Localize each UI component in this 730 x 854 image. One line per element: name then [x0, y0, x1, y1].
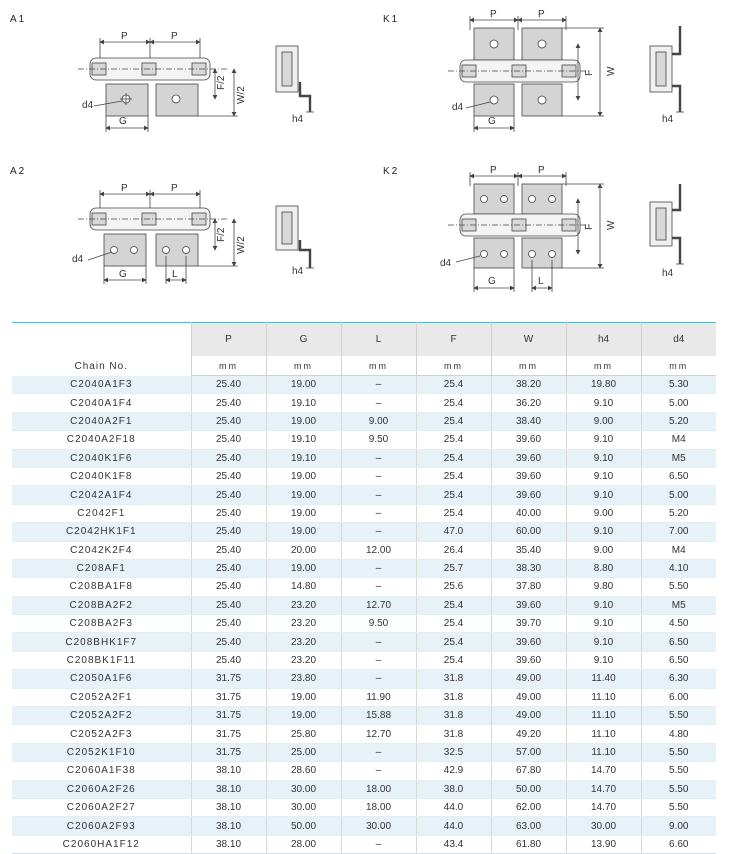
cell-w: 61.80 [491, 835, 566, 853]
cell-g: 23.20 [266, 651, 341, 669]
cell-g: 30.00 [266, 798, 341, 816]
cell-w: 39.60 [491, 449, 566, 467]
cell-l: 15.88 [341, 707, 416, 725]
unit-f: mm [416, 356, 491, 376]
cell-f: 25.4 [416, 486, 491, 504]
cell-d4: 5.50 [641, 798, 716, 816]
cell-l: – [341, 578, 416, 596]
cell-d4: 5.20 [641, 412, 716, 430]
cell-f: 44.0 [416, 798, 491, 816]
cell-g: 20.00 [266, 541, 341, 559]
chain-no-cell: C2040A1F4 [12, 394, 191, 412]
cell-g: 28.60 [266, 762, 341, 780]
cell-d4: 5.00 [641, 486, 716, 504]
cell-g: 19.00 [266, 376, 341, 394]
cell-l: – [341, 743, 416, 761]
cell-d4: 5.30 [641, 376, 716, 394]
dim-label-d4-a2: d4 [72, 254, 84, 265]
cell-d4: M4 [641, 541, 716, 559]
cell-f: 25.4 [416, 504, 491, 522]
unit-d4: mm [641, 356, 716, 376]
dim-label-p-a1-left: P [121, 31, 128, 42]
table-row [12, 486, 716, 504]
cell-f: 31.8 [416, 670, 491, 688]
cell-f: 32.5 [416, 743, 491, 761]
cell-w: 39.60 [491, 596, 566, 614]
cell-g: 19.00 [266, 523, 341, 541]
unit-p: mm [191, 356, 266, 376]
dim-label-w2-a2: W/2 [236, 236, 247, 254]
cell-l: – [341, 486, 416, 504]
table-row [12, 431, 716, 449]
cell-d4: 6.50 [641, 467, 716, 485]
chain-no-cell: C2060HA1F12 [12, 835, 191, 853]
cell-h4: 9.10 [566, 596, 641, 614]
dim-label-h4-a1: h4 [292, 114, 304, 125]
cell-f: 31.8 [416, 688, 491, 706]
cell-p: 25.40 [191, 578, 266, 596]
table-row [12, 835, 716, 853]
cell-d4: M4 [641, 431, 716, 449]
cell-h4: 11.10 [566, 743, 641, 761]
table-row [12, 780, 716, 798]
spec-table-body [12, 376, 716, 854]
cell-p: 25.40 [191, 504, 266, 522]
cell-p: 38.10 [191, 762, 266, 780]
cell-g: 28.00 [266, 835, 341, 853]
chain-no-cell: C2060A2F93 [12, 817, 191, 835]
cell-d4: 5.50 [641, 780, 716, 798]
dim-label-w2-a1: W/2 [236, 86, 247, 104]
cell-l: 9.50 [341, 431, 416, 449]
cell-l: – [341, 762, 416, 780]
cell-w: 38.30 [491, 559, 566, 577]
chain-no-cell: C2052A2F2 [12, 707, 191, 725]
cell-g: 19.00 [266, 707, 341, 725]
cell-g: 19.10 [266, 431, 341, 449]
table-row [12, 743, 716, 761]
chain-no-cell: C2060A2F27 [12, 798, 191, 816]
cell-w: 50.00 [491, 780, 566, 798]
chain-no-cell: C2040A2F1 [12, 412, 191, 430]
cell-d4: 5.00 [641, 394, 716, 412]
col-header-w: W [491, 323, 566, 357]
cell-l: 18.00 [341, 798, 416, 816]
dim-label-f2-a2: F/2 [216, 227, 227, 242]
cell-d4: 6.50 [641, 651, 716, 669]
cell-l: 12.00 [341, 541, 416, 559]
dim-label-h4-a2: h4 [292, 266, 304, 277]
table-row [12, 817, 716, 835]
cell-f: 25.7 [416, 559, 491, 577]
cell-h4: 11.10 [566, 725, 641, 743]
cell-f: 31.8 [416, 725, 491, 743]
cell-l: – [341, 651, 416, 669]
cell-h4: 9.10 [566, 449, 641, 467]
unit-w: mm [491, 356, 566, 376]
cell-f: 25.6 [416, 578, 491, 596]
chain-no-cell: C2042F1 [12, 504, 191, 522]
chain-no-cell: C208BA2F3 [12, 615, 191, 633]
header-row [12, 323, 716, 357]
chain-no-cell: C2040K1F6 [12, 449, 191, 467]
cell-h4: 8.80 [566, 559, 641, 577]
col-header-f: F [416, 323, 491, 357]
chain-no-cell: C2052A2F1 [12, 688, 191, 706]
cell-p: 25.40 [191, 449, 266, 467]
col-header-h4: h4 [566, 323, 641, 357]
dim-label-g-a1: G [119, 116, 127, 127]
dim-label-p-k2-left: P [490, 165, 497, 176]
dim-label-g-k1: G [488, 116, 496, 127]
cell-d4: 9.00 [641, 817, 716, 835]
cell-p: 38.10 [191, 835, 266, 853]
chain-no-cell: C2052A2F3 [12, 725, 191, 743]
cell-w: 49.00 [491, 688, 566, 706]
cell-g: 19.00 [266, 412, 341, 430]
cell-d4: 5.50 [641, 743, 716, 761]
col-header-l: L [341, 323, 416, 357]
cell-p: 25.40 [191, 633, 266, 651]
cell-f: 43.4 [416, 835, 491, 853]
table-row [12, 651, 716, 669]
chain-no-cell: C2050A1F6 [12, 670, 191, 688]
spec-table [12, 322, 716, 854]
unit-l: mm [341, 356, 416, 376]
cell-d4: M5 [641, 596, 716, 614]
cell-h4: 9.00 [566, 541, 641, 559]
cell-f: 25.4 [416, 633, 491, 651]
drawing-a2 [78, 190, 314, 284]
cell-l: – [341, 504, 416, 522]
dim-label-d4-a1: d4 [82, 100, 94, 111]
cell-d4: 7.00 [641, 523, 716, 541]
cell-d4: M5 [641, 449, 716, 467]
cell-f: 25.4 [416, 431, 491, 449]
cell-h4: 9.80 [566, 578, 641, 596]
chain-no-cell: C2060A2F26 [12, 780, 191, 798]
cell-p: 25.40 [191, 559, 266, 577]
cell-w: 39.60 [491, 651, 566, 669]
cell-p: 25.40 [191, 486, 266, 504]
chain-no-cell: C208BHK1F7 [12, 633, 191, 651]
cell-f: 26.4 [416, 541, 491, 559]
cell-h4: 9.10 [566, 651, 641, 669]
drawing-a1 [78, 38, 314, 132]
table-row [12, 707, 716, 725]
cell-f: 38.0 [416, 780, 491, 798]
dim-label-l-a2: L [172, 269, 178, 280]
cell-h4: 14.70 [566, 780, 641, 798]
cell-g: 23.80 [266, 670, 341, 688]
cell-h4: 14.70 [566, 798, 641, 816]
cell-p: 38.10 [191, 798, 266, 816]
drawing-k1 [448, 16, 684, 132]
cell-h4: 9.10 [566, 394, 641, 412]
table-row [12, 523, 716, 541]
cell-d4: 4.10 [641, 559, 716, 577]
cell-l: – [341, 394, 416, 412]
chain-no-cell: C208BA2F2 [12, 596, 191, 614]
chain-attachment-drawings [0, 0, 730, 300]
cell-g: 30.00 [266, 780, 341, 798]
cell-d4: 6.50 [641, 633, 716, 651]
cell-w: 35.40 [491, 541, 566, 559]
cell-w: 39.60 [491, 431, 566, 449]
cell-f: 25.4 [416, 596, 491, 614]
chain-no-cell: C2042A1F4 [12, 486, 191, 504]
cell-h4: 11.10 [566, 688, 641, 706]
cell-p: 38.10 [191, 780, 266, 798]
chain-no-cell: C2040K1F8 [12, 467, 191, 485]
cell-l: 12.70 [341, 725, 416, 743]
table-row [12, 449, 716, 467]
cell-p: 25.40 [191, 467, 266, 485]
cell-l: 11.90 [341, 688, 416, 706]
cell-w: 62.00 [491, 798, 566, 816]
cell-g: 25.80 [266, 725, 341, 743]
table-row [12, 596, 716, 614]
cell-f: 25.4 [416, 412, 491, 430]
cell-l: 9.00 [341, 412, 416, 430]
cell-g: 19.00 [266, 688, 341, 706]
cell-w: 67.80 [491, 762, 566, 780]
cell-p: 25.40 [191, 523, 266, 541]
section-label-k2: K2 [383, 166, 400, 177]
cell-d4: 4.50 [641, 615, 716, 633]
chain-no-header: Chain No. [12, 323, 191, 376]
cell-p: 25.40 [191, 376, 266, 394]
cell-h4: 9.10 [566, 523, 641, 541]
chain-no-cell: C2040A2F18 [12, 431, 191, 449]
cell-p: 31.75 [191, 688, 266, 706]
cell-h4: 13.90 [566, 835, 641, 853]
table-row [12, 504, 716, 522]
cell-g: 23.20 [266, 596, 341, 614]
cell-w: 49.20 [491, 725, 566, 743]
dim-label-p-k2-right: P [538, 165, 545, 176]
cell-w: 63.00 [491, 817, 566, 835]
dim-label-f2-a1: F/2 [216, 75, 227, 90]
cell-l: – [341, 467, 416, 485]
cell-d4: 4.80 [641, 725, 716, 743]
cell-p: 31.75 [191, 743, 266, 761]
cell-f: 44.0 [416, 817, 491, 835]
section-label-a2: A2 [10, 166, 27, 177]
cell-w: 40.00 [491, 504, 566, 522]
cell-g: 19.10 [266, 394, 341, 412]
table-row [12, 467, 716, 485]
col-header-p: P [191, 323, 266, 357]
cell-g: 14.80 [266, 578, 341, 596]
cell-d4: 5.50 [641, 707, 716, 725]
cell-h4: 9.10 [566, 431, 641, 449]
dim-label-p-k1-right: P [538, 9, 545, 20]
chain-no-cell: C2040A1F3 [12, 376, 191, 394]
dim-label-h4-k2: h4 [662, 268, 674, 279]
cell-g: 19.00 [266, 486, 341, 504]
cell-l: 9.50 [341, 615, 416, 633]
table-row [12, 615, 716, 633]
table-row [12, 762, 716, 780]
cell-w: 49.00 [491, 670, 566, 688]
cell-w: 39.60 [491, 486, 566, 504]
cell-h4: 30.00 [566, 817, 641, 835]
cell-f: 25.4 [416, 449, 491, 467]
cell-h4: 9.00 [566, 504, 641, 522]
table-row [12, 376, 716, 394]
dim-label-p-a2-right: P [171, 183, 178, 194]
cell-w: 39.60 [491, 467, 566, 485]
cell-h4: 14.70 [566, 762, 641, 780]
chain-no-cell: C2060A1F38 [12, 762, 191, 780]
cell-p: 38.10 [191, 817, 266, 835]
cell-d4: 5.20 [641, 504, 716, 522]
cell-h4: 9.10 [566, 486, 641, 504]
table-row [12, 633, 716, 651]
cell-p: 25.40 [191, 541, 266, 559]
cell-f: 25.4 [416, 394, 491, 412]
cell-f: 31.8 [416, 707, 491, 725]
cell-f: 25.4 [416, 376, 491, 394]
cell-g: 23.20 [266, 633, 341, 651]
chain-no-cell: C2042K2F4 [12, 541, 191, 559]
dim-label-f-k1: F [584, 69, 595, 76]
cell-d4: 6.60 [641, 835, 716, 853]
table-row [12, 798, 716, 816]
table-row [12, 670, 716, 688]
cell-w: 38.20 [491, 376, 566, 394]
chain-no-cell: C208BA1F8 [12, 578, 191, 596]
dim-label-w-k1: W [606, 66, 617, 76]
dim-label-d4-k2: d4 [440, 258, 452, 269]
cell-w: 39.70 [491, 615, 566, 633]
cell-w: 57.00 [491, 743, 566, 761]
diagram-area [0, 0, 730, 300]
cell-l: – [341, 376, 416, 394]
table-row [12, 394, 716, 412]
cell-d4: 5.50 [641, 762, 716, 780]
dim-label-w-k2: W [606, 220, 617, 230]
cell-l: – [341, 449, 416, 467]
cell-f: 25.4 [416, 651, 491, 669]
dim-label-g-a2: G [119, 269, 127, 280]
cell-l: – [341, 670, 416, 688]
col-header-g: G [266, 323, 341, 357]
unit-g: mm [266, 356, 341, 376]
cell-l: 30.00 [341, 817, 416, 835]
cell-w: 39.60 [491, 633, 566, 651]
table-row [12, 578, 716, 596]
cell-h4: 11.40 [566, 670, 641, 688]
chain-no-cell: C2042HK1F1 [12, 523, 191, 541]
drawing-k2 [448, 172, 684, 292]
cell-g: 25.00 [266, 743, 341, 761]
cell-l: – [341, 835, 416, 853]
table-row [12, 725, 716, 743]
cell-p: 25.40 [191, 412, 266, 430]
cell-l: – [341, 633, 416, 651]
cell-p: 25.40 [191, 651, 266, 669]
chain-no-cell: C2052K1F10 [12, 743, 191, 761]
cell-w: 37.80 [491, 578, 566, 596]
cell-p: 25.40 [191, 596, 266, 614]
cell-h4: 19.80 [566, 376, 641, 394]
cell-d4: 6.30 [641, 670, 716, 688]
cell-g: 19.10 [266, 449, 341, 467]
unit-h4: mm [566, 356, 641, 376]
cell-h4: 9.10 [566, 633, 641, 651]
spec-table-container [12, 322, 716, 854]
cell-f: 42.9 [416, 762, 491, 780]
table-row [12, 541, 716, 559]
dim-label-p-a1-right: P [171, 31, 178, 42]
dim-label-d4-k1: d4 [452, 102, 464, 113]
cell-f: 25.4 [416, 615, 491, 633]
section-label-a1: A1 [10, 14, 27, 25]
cell-p: 31.75 [191, 670, 266, 688]
dim-label-p-a2-left: P [121, 183, 128, 194]
cell-l: – [341, 523, 416, 541]
cell-l: 12.70 [341, 596, 416, 614]
table-row [12, 559, 716, 577]
cell-w: 60.00 [491, 523, 566, 541]
cell-g: 19.00 [266, 559, 341, 577]
table-row [12, 412, 716, 430]
cell-h4: 9.00 [566, 412, 641, 430]
cell-d4: 5.50 [641, 578, 716, 596]
cell-h4: 11.10 [566, 707, 641, 725]
cell-l: 18.00 [341, 780, 416, 798]
cell-p: 25.40 [191, 431, 266, 449]
cell-p: 31.75 [191, 725, 266, 743]
cell-p: 31.75 [191, 707, 266, 725]
chain-no-cell: C208AF1 [12, 559, 191, 577]
cell-w: 49.00 [491, 707, 566, 725]
dim-label-p-k1-left: P [490, 9, 497, 20]
dim-label-l-k2: L [538, 276, 544, 287]
dim-label-g-k2: G [488, 276, 496, 287]
cell-w: 36.20 [491, 394, 566, 412]
col-header-d4: d4 [641, 323, 716, 357]
section-label-k1: K1 [383, 14, 400, 25]
dim-label-h4-k1: h4 [662, 114, 674, 125]
dim-label-f-k2: F [584, 223, 595, 230]
cell-f: 25.4 [416, 467, 491, 485]
cell-d4: 6.00 [641, 688, 716, 706]
cell-g: 19.00 [266, 504, 341, 522]
table-row [12, 688, 716, 706]
cell-h4: 9.10 [566, 467, 641, 485]
cell-g: 50.00 [266, 817, 341, 835]
cell-l: – [341, 559, 416, 577]
cell-p: 25.40 [191, 615, 266, 633]
cell-g: 23.20 [266, 615, 341, 633]
cell-w: 38.40 [491, 412, 566, 430]
cell-p: 25.40 [191, 394, 266, 412]
cell-g: 19.00 [266, 467, 341, 485]
cell-f: 47.0 [416, 523, 491, 541]
cell-h4: 9.10 [566, 615, 641, 633]
chain-no-cell: C208BK1F11 [12, 651, 191, 669]
